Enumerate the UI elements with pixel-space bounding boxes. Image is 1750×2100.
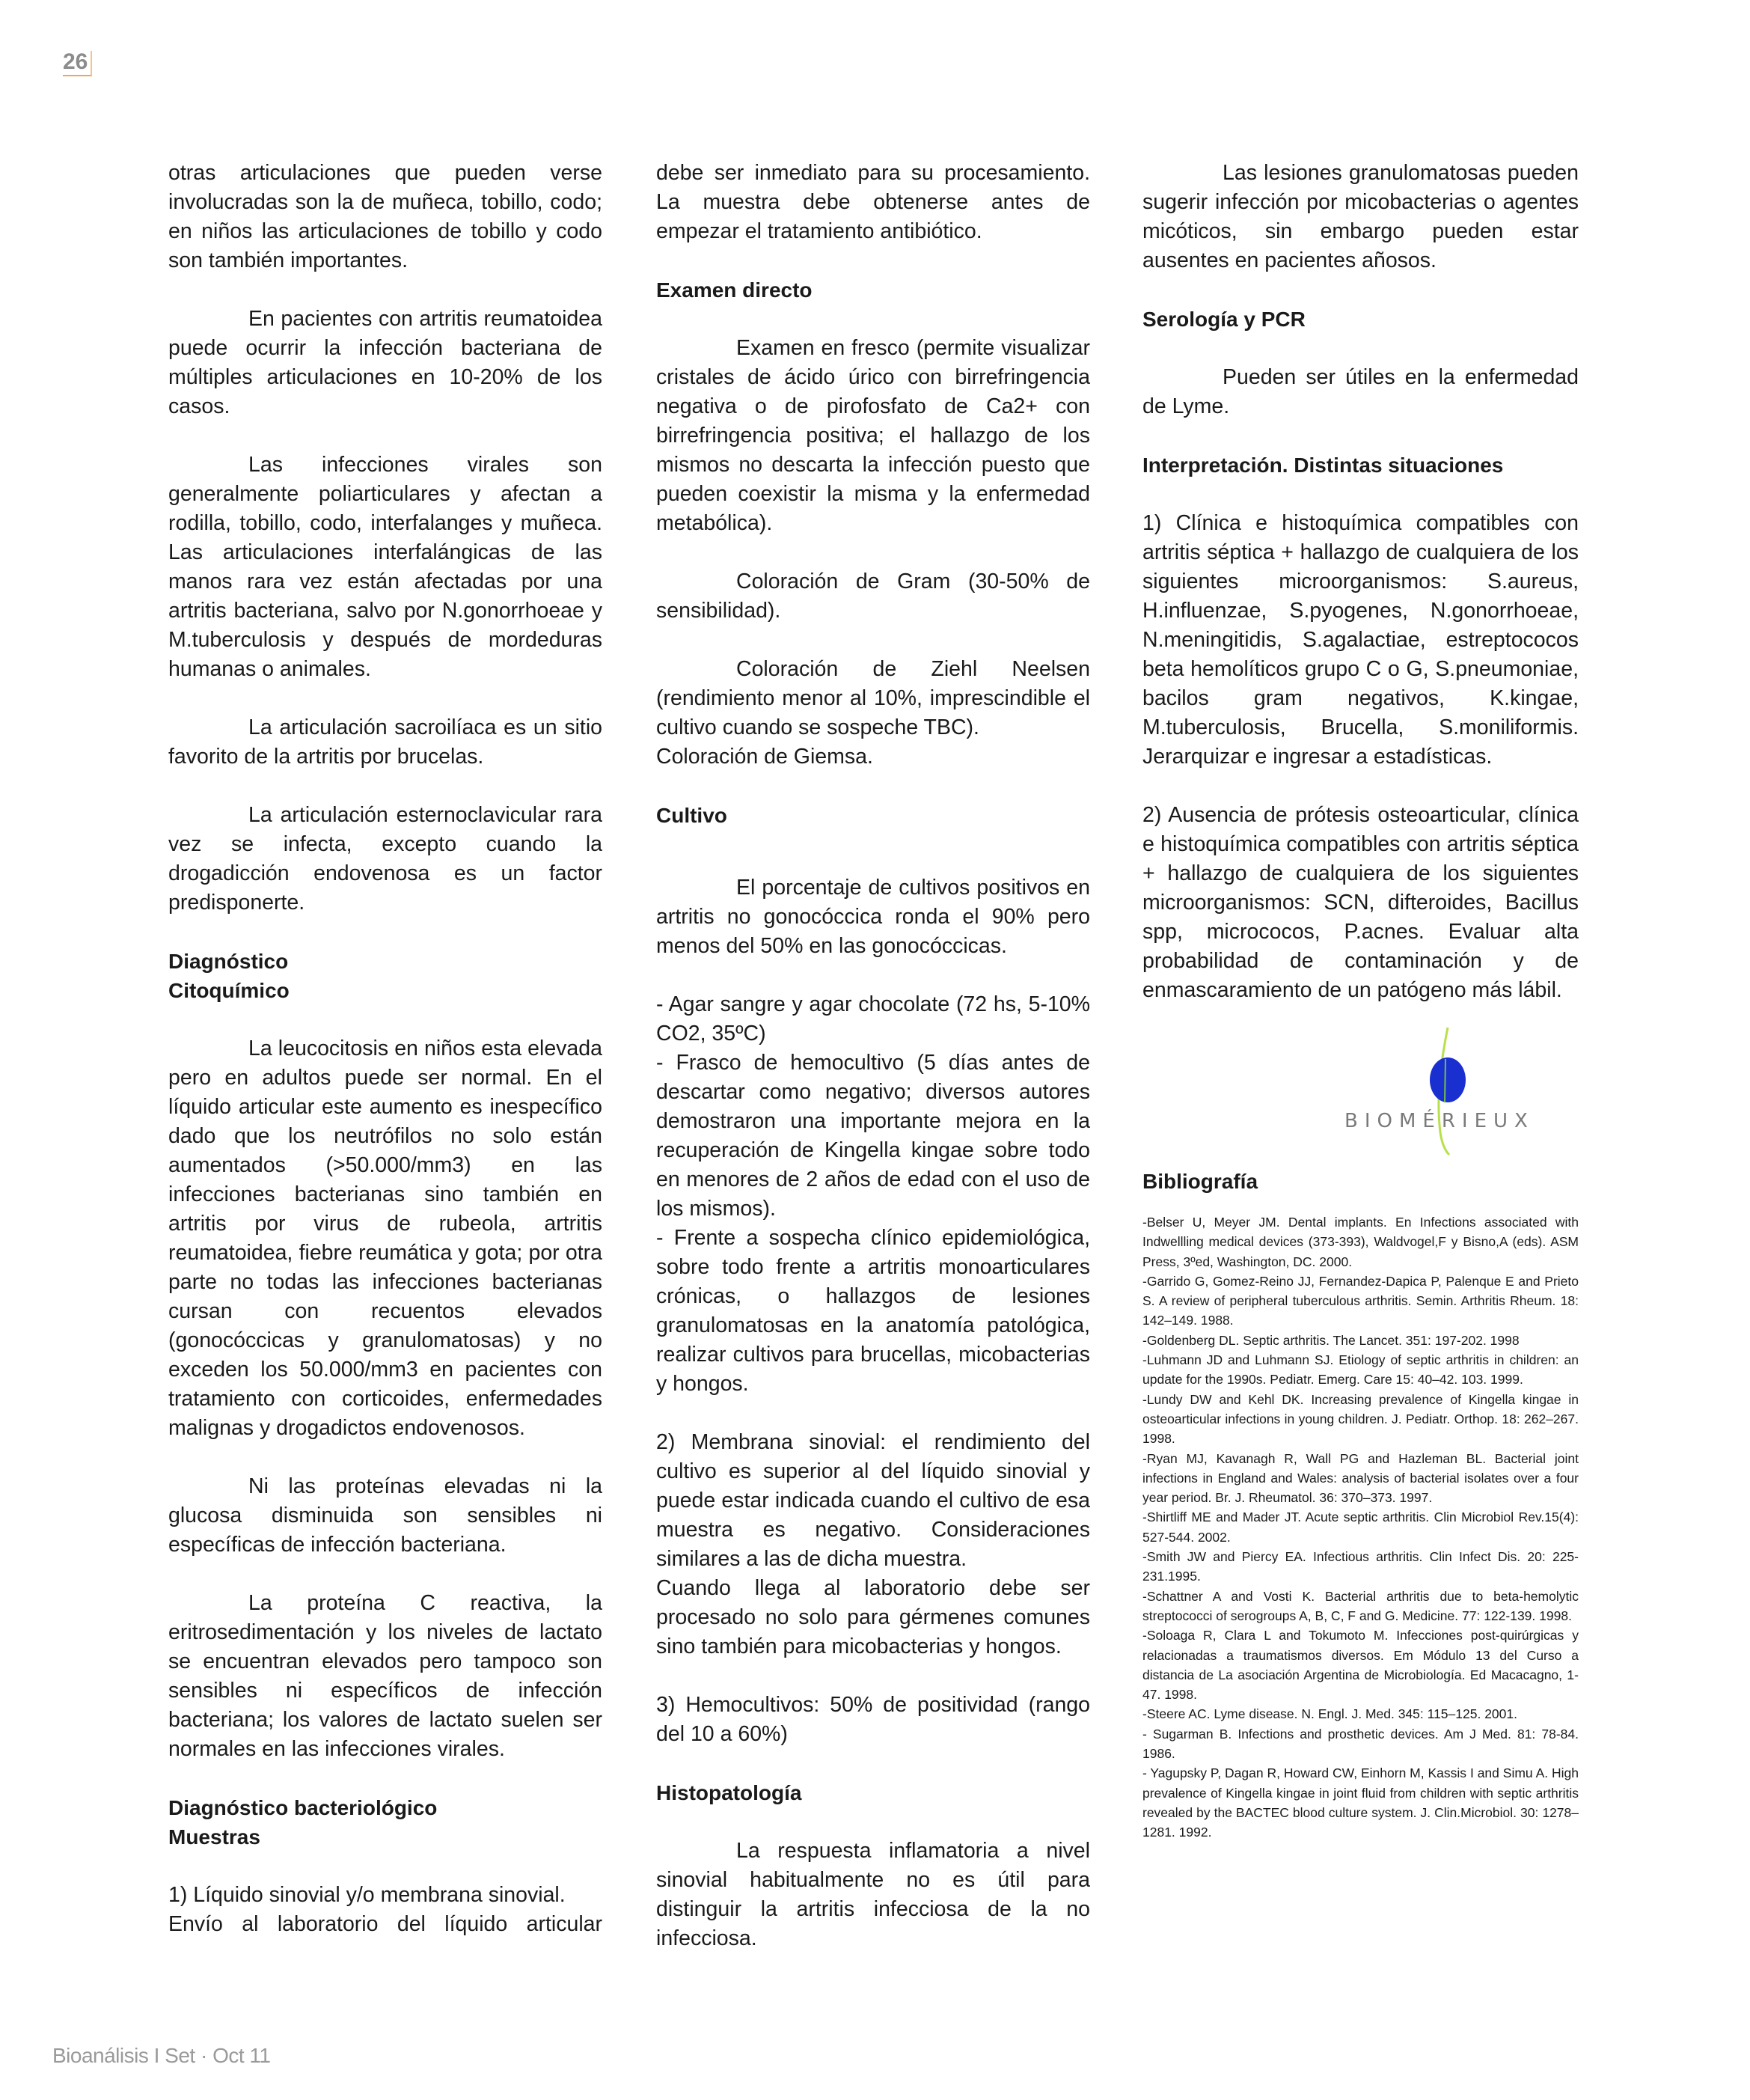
reference-item: -Goldenberg DL. Septic arthritis. The Lancet. 351: 197-202. 1998: [1142, 1332, 1520, 1348]
paragraph: 1) Líquido sinovial y/o membrana sinovial.: [168, 1883, 566, 1907]
paragraph: Coloración de Gram (30-50% de sensibilidad).: [656, 570, 1090, 623]
paragraph: Coloración de Ziehl Neelsen (rendimiento menor al 10%, imprescindible el cultivo cuando se sospeche TBC).: [656, 657, 1090, 739]
paragraph: 3) Hemocultivos: 50% de positividad (rango del 10 a 60%): [656, 1693, 1090, 1746]
page-footer: Bioanálisis I Set · Oct 11: [52, 2044, 271, 2067]
reference-item: -Shirtliff ME and Mader JT. Acute septic arthritis. Clin Microbiol Rev.15(4): 527-544. 2002.: [1142, 1510, 1579, 1545]
paragraph: Las lesiones granulomatosas pueden sugerir infección por micobacterias o agentes micóticos, sin embargo pueden estar ausentes en pacientes añosos.: [1142, 161, 1579, 272]
section-heading-cultivo: Cultivo: [656, 804, 727, 827]
paragraph: Ni las proteínas elevadas ni la glucosa disminuida son sensibles ni específicas de infección bacteriana.: [168, 1474, 602, 1557]
section-heading-histopatologia: Histopatología: [656, 1781, 802, 1804]
paragraph: 2) Membrana sinovial: el rendimiento del cultivo es superior al del líquido sinovial y puede estar indicada cuando el cultivo de esa muestra es negativo. Consideraciones similares a las de dicha muestra.: [656, 1430, 1090, 1571]
section-heading-diagnostico: Diagnóstico: [168, 950, 289, 973]
paragraph: El porcentaje de cultivos positivos en artritis no gonocóccica ronda el 90% pero menos del 50% en las gonocóccicas.: [656, 876, 1090, 958]
logo-wordmark: BIOMÉRIEUX: [1344, 1110, 1535, 1132]
page-number: 26: [63, 51, 92, 76]
section-heading-serologia: Serología y PCR: [1142, 308, 1306, 331]
paragraph: La proteína C reactiva, la eritrosedimentación y los niveles de lactato se encuentran elevados pero tampoco son sensibles ni específicos de infección bacteriana; los valores de lactato suelen ser normales en las infecciones virales.: [168, 1591, 602, 1761]
paragraph: La respuesta inflamatoria a nivel sinovial habitualmente no es útil para distinguir la artritis infecciosa de la no infecciosa.: [656, 1839, 1090, 1950]
paragraph: La articulación sacroilíaca es un sitio favorito de la artritis por brucelas.: [168, 715, 602, 769]
paragraph: debe ser inmediato para su procesamiento. La muestra debe obtenerse antes de empezar el tratamiento antibiótico.: [656, 161, 1090, 243]
reference-item: -Smith JW and Piercy EA. Infectious arthritis. Clin Infect Dis. 20: 225-231.1995.: [1142, 1549, 1579, 1584]
reference-item: -Ryan MJ, Kavanagh R, Wall PG and Hazleman BL. Bacterial joint infections in England and Wales: analysis of bacterial isolates over a four year period. Br. J. Rheumatol. 36: 370–373. 1997.: [1142, 1450, 1579, 1506]
logo-sphere: [1430, 1057, 1466, 1102]
subsection-heading-citoquimico: Citoquímico: [168, 979, 290, 1002]
paragraph: En pacientes con artritis reumatoidea puede ocurrir la infección bacteriana de múltiples articulaciones en 10-20% de los casos.: [168, 307, 602, 418]
biomerieux-logo: [1142, 1020, 1579, 1162]
reference-item: -Lundy DW and Kehl DK. Increasing prevalence of Kingella kingae in osteoarticular infections in young children. J. Pediatr. Orthop. 18: 262–267. 1998.: [1142, 1391, 1579, 1447]
paragraph: Envío al laboratorio del líquido articular: [168, 1912, 602, 1936]
column-2: [656, 159, 1090, 1983]
paragraph: La articulación esternoclavicular rara vez se infecta, excepto cuando la drogadicción endovenosa es un factor predisponerte.: [168, 803, 602, 915]
paragraph: Examen en fresco (permite visualizar cristales de ácido úrico con birrefringencia negativa o de pirofosfato de Ca2+ con birrefringencia positiva; el hallazgo de los mismos no descarta la infección puesto que pueden coexistir la misma y la enfermedad metabólica).: [656, 336, 1090, 535]
reference-item: -Garrido G, Gomez-Reino JJ, Fernandez-Dapica P, Palenque E and Prieto S. A review of peripheral tuberculous arthritis. Semin. Arthritis Rheum. 18: 142–149. 1988.: [1142, 1273, 1579, 1328]
reference-item: -Luhmann JD and Luhmann SJ. Etiology of septic arthritis in children: an update for the 1990s. Pediatr. Emerg. Care 15: 40–42. 103. 1999.: [1142, 1352, 1579, 1388]
section-heading-bacteriologico: Diagnóstico bacteriológico: [168, 1796, 438, 1819]
paragraph: La leucocitosis en niños esta elevada pero en adultos puede ser normal. En el líquido articular este aumento es inespecífico dado que los neutrófilos no solo están aumentados (>50.000/mm3) en las infecciones bacterianas sino también en artritis por virus de rubeola, artritis reumatoidea, fiebre reumática y gota; por otra parte no todas las infecciones bacterianas cursan con recuentos elevados (gonocóccicas y granulomatosas) y no exceden los 50.000/mm3 en pacientes con tratamiento con corticoides, enfermedades malignas y drogadictos endovenosos.: [168, 1037, 602, 1440]
section-heading-examen-directo: Examen directo: [656, 278, 813, 302]
bibliography-list: [1142, 1212, 1579, 1843]
reference-item: -Soloaga R, Clara L and Tokumoto M. Infecciones post-quirúrgicas y relacionadas a traumatismos diversos. Em Módulo 13 del Curso a distancia de La asociación Argentina de Microbiología. Ed Macacagno, 1-47. 1998.: [1142, 1628, 1579, 1703]
reference-item: -Schattner A and Vosti K. Bacterial arthritis due to beta-hemolytic streptococci of serogroups A, B, C, F and G. Medicine. 77: 122-139. 1998.: [1142, 1588, 1579, 1623]
paragraph: Pueden ser útiles en la enfermedad de Lyme.: [1142, 365, 1579, 418]
subsection-heading-muestras: Muestras: [168, 1825, 260, 1849]
paragraph: Las infecciones virales son generalmente poliarticulares y afectan a rodilla, tobillo, codo, interfalanges y muñeca. Las articulaciones interfalángicas de las manos rara vez están afectadas por una artritis bacteriana, salvo por N.gonorrhoeae y M.tuberculosis y después de mordeduras humanas o animales.: [168, 453, 602, 681]
section-heading-interpretacion: Interpretación. Distintas situaciones: [1142, 454, 1504, 477]
reference-item: -Belser U, Meyer JM. Dental implants. En Infections associated with Indwellling medical devices (373-393), Waldvogel,F y Bisno,A (eds). ASM Press, 3ºed, Washington, DC. 2000.: [1142, 1215, 1579, 1269]
reference-item: - Yagupsky P, Dagan R, Howard CW, Einhorn M, Kassis I and Simu A. High prevalence of Kingella kingae in joint fluid from children with septic arthritis revealed by the BACTEC blood culture system. J. Clin.Microbiol. 30: 1278–1281. 1992.: [1142, 1765, 1579, 1840]
column-1: [168, 159, 602, 1968]
paragraph: Cuando llega al laboratorio debe ser procesado no solo para gérmenes comunes sino también para micobacterias y hongos.: [656, 1576, 1090, 1658]
list-item: - Frente a sospecha clínico epidemiológica, sobre todo frente a artritis monoarticulares crónicas, o hallazgos de lesiones granulomatosas en la anatomía patológica, realizar cultivos para brucellas, micobacterias y hongos.: [656, 1226, 1090, 1396]
biomerieux-logo-graphic: [1330, 1020, 1554, 1162]
reference-item: - Sugarman B. Infections and prosthetic devices. Am J Med. 81: 78-84. 1986.: [1142, 1726, 1579, 1762]
bibliography-heading: Bibliografía: [1142, 1170, 1258, 1193]
column-3: [1142, 159, 1579, 1843]
paragraph: Coloración de Giemsa.: [656, 745, 873, 769]
paragraph: 1) Clínica e histoquímica compatibles con artritis séptica + hallazgo de cualquiera de los siguientes microorganismos: S.aureus, H.influenzae, S.pyogenes, N.gonorrhoeae, N.meningitidis, S.agalactiae, estreptococos beta hemolíticos grupo C o G, S.pneumoniae, bacilos gram negativos, K.kingae, M.tuberculosis, Brucella, S.moniliformis. Jerarquizar e ingresar a estadísticas.: [1142, 511, 1579, 769]
list-item: - Frasco de hemocultivo (5 días antes de descartar como negativo; diversos autores demostraron una importante mejora en la recuperación de Kingella kingae sobre todo en menores de 2 años de edad con el uso de los mismos).: [656, 1051, 1090, 1221]
reference-item: -Steere AC. Lyme disease. N. Engl. J. Med. 345: 115–125. 2001.: [1142, 1706, 1517, 1722]
list-item: - Agar sangre y agar chocolate (72 hs, 5-10% CO2, 35ºC): [656, 992, 1090, 1046]
paragraph: 2) Ausencia de prótesis osteoarticular, clínica e histoquímica compatibles con artritis séptica + hallazgo de cualquiera de los siguientes microorganismos: SCN, difteroides, Bacillus spp, micrococos, P.acnes. Evaluar alta probabilidad de contaminación y de enmascaramiento de un patógeno más lábil.: [1142, 803, 1579, 1002]
paragraph: otras articulaciones que pueden verse involucradas son la de muñeca, tobillo, codo; en niños las articulaciones de tobillo y codo son también importantes.: [168, 161, 602, 272]
